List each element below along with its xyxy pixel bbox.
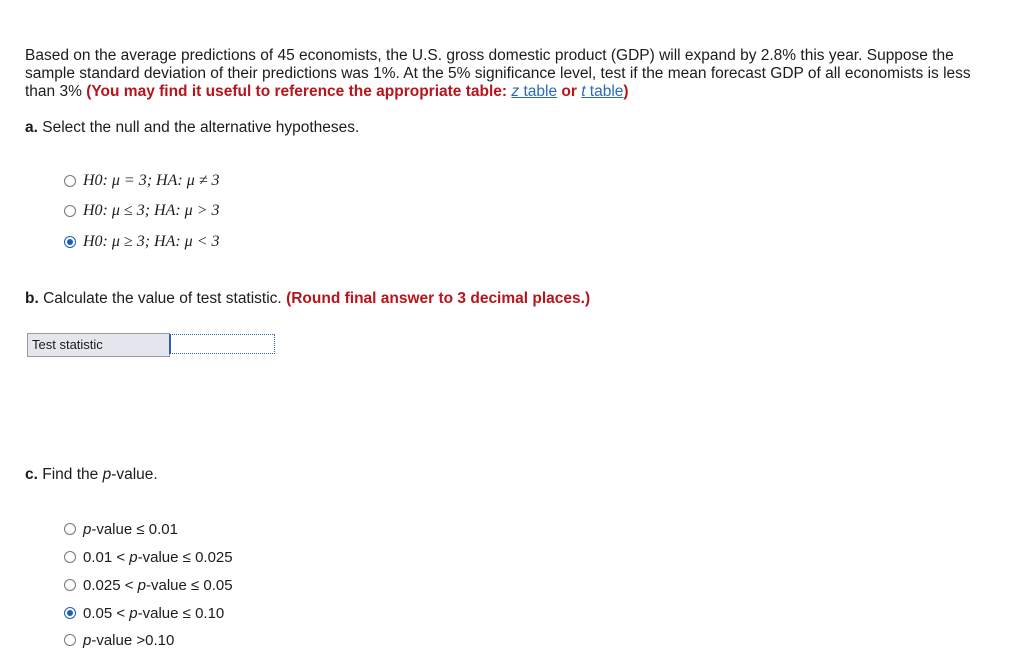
pvalue-option-4[interactable] — [64, 603, 224, 623]
hint-prefix: (You may find it useful to reference the appropriate table: — [86, 83, 508, 100]
pvalue-label: 0.05 < p-value ≤ 0.10 — [83, 604, 225, 622]
pvalue-option-3[interactable] — [64, 575, 233, 595]
radio-button[interactable] — [64, 523, 76, 535]
part-b-label: b. Calculate the value of test statistic. (Round final answer to 3 decimal places.) — [25, 290, 591, 307]
hypothesis-option-1[interactable] — [64, 171, 220, 191]
hypothesis-option-2[interactable] — [64, 201, 220, 221]
test-statistic-input[interactable] — [169, 334, 275, 354]
test-statistic-table — [27, 333, 275, 357]
radio-button-selected[interactable] — [64, 607, 76, 619]
table-hint — [86, 83, 628, 100]
pvalue-label: 0.025 < p-value ≤ 0.05 — [83, 576, 233, 594]
radio-button[interactable] — [64, 579, 76, 591]
hypothesis-option-3[interactable] — [64, 232, 220, 252]
hint-suffix: ) — [623, 83, 629, 100]
hypothesis-label: H0: μ ≥ 3; HA: μ < 3 — [83, 233, 220, 250]
pvalue-label: p-value ≤ 0.01 — [83, 520, 178, 538]
z-table-link[interactable]: z table — [511, 83, 558, 100]
pvalue-option-2[interactable] — [64, 547, 233, 567]
hypothesis-label: H0: μ ≤ 3; HA: μ > 3 — [83, 202, 220, 219]
hint-or: or — [561, 83, 577, 100]
pvalue-option-5[interactable] — [64, 630, 174, 650]
radio-button[interactable] — [64, 551, 76, 563]
question-text — [25, 47, 1000, 101]
t-table-link[interactable]: t table — [581, 83, 624, 100]
pvalue-label: p-value >0.10 — [83, 631, 175, 649]
rounding-instruction: (Round final answer to 3 decimal places.) — [286, 290, 591, 307]
part-c-label: c. Find the p-value. — [25, 466, 158, 483]
part-a-label: a. Select the null and the alternative hypotheses. — [25, 119, 360, 136]
pvalue-option-1[interactable] — [64, 519, 178, 539]
radio-button[interactable] — [64, 634, 76, 646]
radio-button[interactable] — [64, 175, 76, 187]
pvalue-label: 0.01 < p-value ≤ 0.025 — [83, 548, 233, 566]
hypothesis-label: H0: μ = 3; HA: μ ≠ 3 — [83, 172, 220, 189]
question-body: Based on the average predictions of 45 economists, the U.S. gross domestic product (GDP) will expand by 2.8% this year. Suppose the sample standard deviation of their predictions was 1%. At the 5% significance level, test if the mean forecast GDP of all economists is less than 3% — [25, 47, 971, 100]
radio-button-selected[interactable] — [64, 236, 76, 248]
test-statistic-label: Test statistic — [27, 333, 170, 357]
radio-button[interactable] — [64, 205, 76, 217]
